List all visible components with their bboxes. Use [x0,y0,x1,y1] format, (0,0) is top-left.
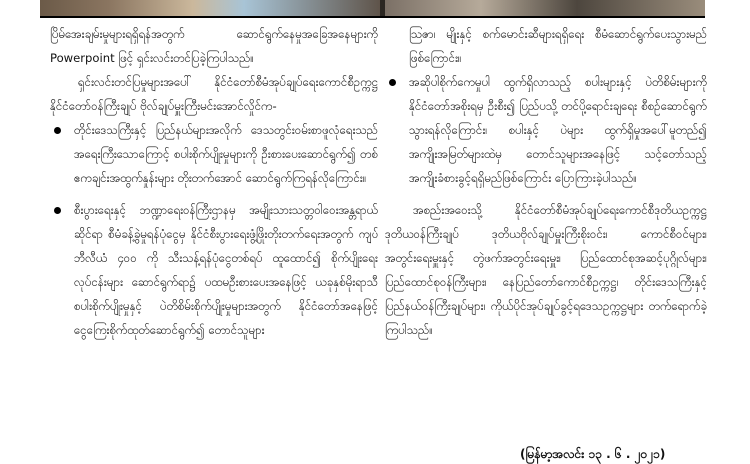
header-photo-strip [40,0,705,18]
bullet-dot-icon [54,127,61,134]
right-column [385,22,707,342]
left-bullet-list [50,118,378,342]
paragraph-attendees: အစည်းအဝေးသို့ နိုင်ငံတော်စီမံအုပ်ချုပ်ရေးကောင်စီဒုတိယဥက္ကဋ္ဌ ဒုတိယဝန်ကြီးချုပ် ဒုတိယဗိုလ်ချုပ်မှူးကြီးစိုးဝင်း၊ ကောင်စီဝင်များ၊ အတွင်းရေးမှူးနှင့် တွဲဖက်အတွင်းရေးမှူး၊ ပြည်ထောင်စုအဆင့်ပုဂ္ဂိုလ်များ၊ ပြည်ထောင်စုဝန်ကြီးများ၊ နေပြည်တော်ကောင်စီဥက္ကဋ္ဌ၊ တိုင်းဒေသကြီးနှင့် ပြည်နယ်ဝန်ကြီးချုပ်များ၊ ကိုယ်ပိုင်အုပ်ချုပ်ခွင့်ရဒေသဥက္ကဋ္ဌများ တက်ရောက်ခဲ့ကြပါသည်။ [385,203,707,337]
bullet-text: တိုင်းဒေသကြီးနှင့် ပြည်နယ်များအလိုက် ဒေသတွင်းဝမ်းစာဖူလုံရေးသည် အရေးကြီးသောကြောင့် စပါးစိုက်ပျိုးမှုများကို ဦးစားပေးဆောင်ရွက်၍ တစ်ဧကချင်းအထွက်နှုန်းများ တိုးတက်အောင် ဆောင်ရွက်ကြရန်လိုကြောင်း။ [74,123,378,185]
right-bullet-list [385,70,707,190]
bullet-item [50,198,378,342]
bullet-dot-icon [389,79,396,86]
meeting-photo-right [385,0,705,16]
meeting-photo-left [40,0,380,16]
bullet-item [385,70,707,190]
paragraph-continuation: သြဇာ၊ မျိုးနှင့် စက်မောင်းဆီများရရှိရေး စီမံဆောင်ရွက်ပေးသွားမည်ဖြစ်ကြောင်း။ [409,27,707,65]
bullet-text: အဆိုပါစိုက်ကေမှုပါ ထွက်ရှိလာသည့် စပါးများနှင့် ပဲတိစိမ်းများကို နိုင်ငံတော်အစိုးရမှ ဦးစီး၍ ပြည်ပသို့ တင်ပို့ရောင်းချရေး စီစဉ်ဆောင်ရွက်သွားရန်လိုကြောင်း၊ စပါးနှင့် ပဲများ ထွက်ရှိမှုအပေါ်မူတည်၍ အကျိုးအမြတ်များထဲမှ တောင်သူများအနေဖြင့် သင့်တော်သည့် အကျိုးခံစားခွင့်ရရှိမည်ဖြစ်ကြောင်း ပြောကြားခဲ့ပါသည်။ [409,75,707,185]
paragraph-intro: ပြိမ်အေးချမ်းမှုများရရှိရန်အတွက် ဆောင်ရွက်နေမှုအခြေအနေများကို Powerpoint ဖြင့် ရှင်းလင်းတင်ပြခဲ့ကြပါသည်။ [50,27,378,65]
bullet-dot-icon [54,207,61,214]
left-column [50,22,378,350]
paragraph-speaker: ရှင်းလင်းတင်ပြမှုများအပေါ် နိုင်ငံတော်စီမံအုပ်ချုပ်ရေးကောင်စီဥက္ကဋ္ဌ နိုင်ငံတော်ဝန်ကြီးချုပ် ဗိုလ်ချုပ်မှူးကြီးမင်းအောင်လှိုင်က- [50,75,378,113]
bullet-item [50,118,378,190]
bullet-text: စီးပွားရေးနှင့် ဘဏ္ဍာရေးဝန်ကြီးဌာနမှ အမျိုးသားသတ္တဝါဝေးအန္တရာယ်ဆိုင်ရာ စီမံခန့်ခွဲမှုရန်ပုံငွေမှ နိုင်ငံစီးပွားရေးဖွံ့ဖြိုးတိုးတက်ရေးအတွက် ကျပ်ဘီလီယံ ၄၀၀ ကို သီးသန့်ရန်ပုံငွေတစ်ရပ် ထူထောင်၍ စိုက်ပျိုးရေးလုပ်ငန်းများ ဆောင်ရွက်ရာ၌ ပထမဦးစားပေးအနေဖြင့် ယခုနှစ်မိုးရာသီစပါးစိုက်ပျိုးမှုနှင့် ပဲတိစိမ်းစိုက်ပျိုးမှုများအတွက် နိုင်ငံတော်အနေဖြင့် ငွေကြေးစိုက်ထုတ်ဆောင်ရွက်၍ တောင်သူများ [74,203,378,337]
source-citation: (မြန်မာ့အလင်း ၁၃ . ၆ . ၂၀၂၁) [520,447,666,461]
